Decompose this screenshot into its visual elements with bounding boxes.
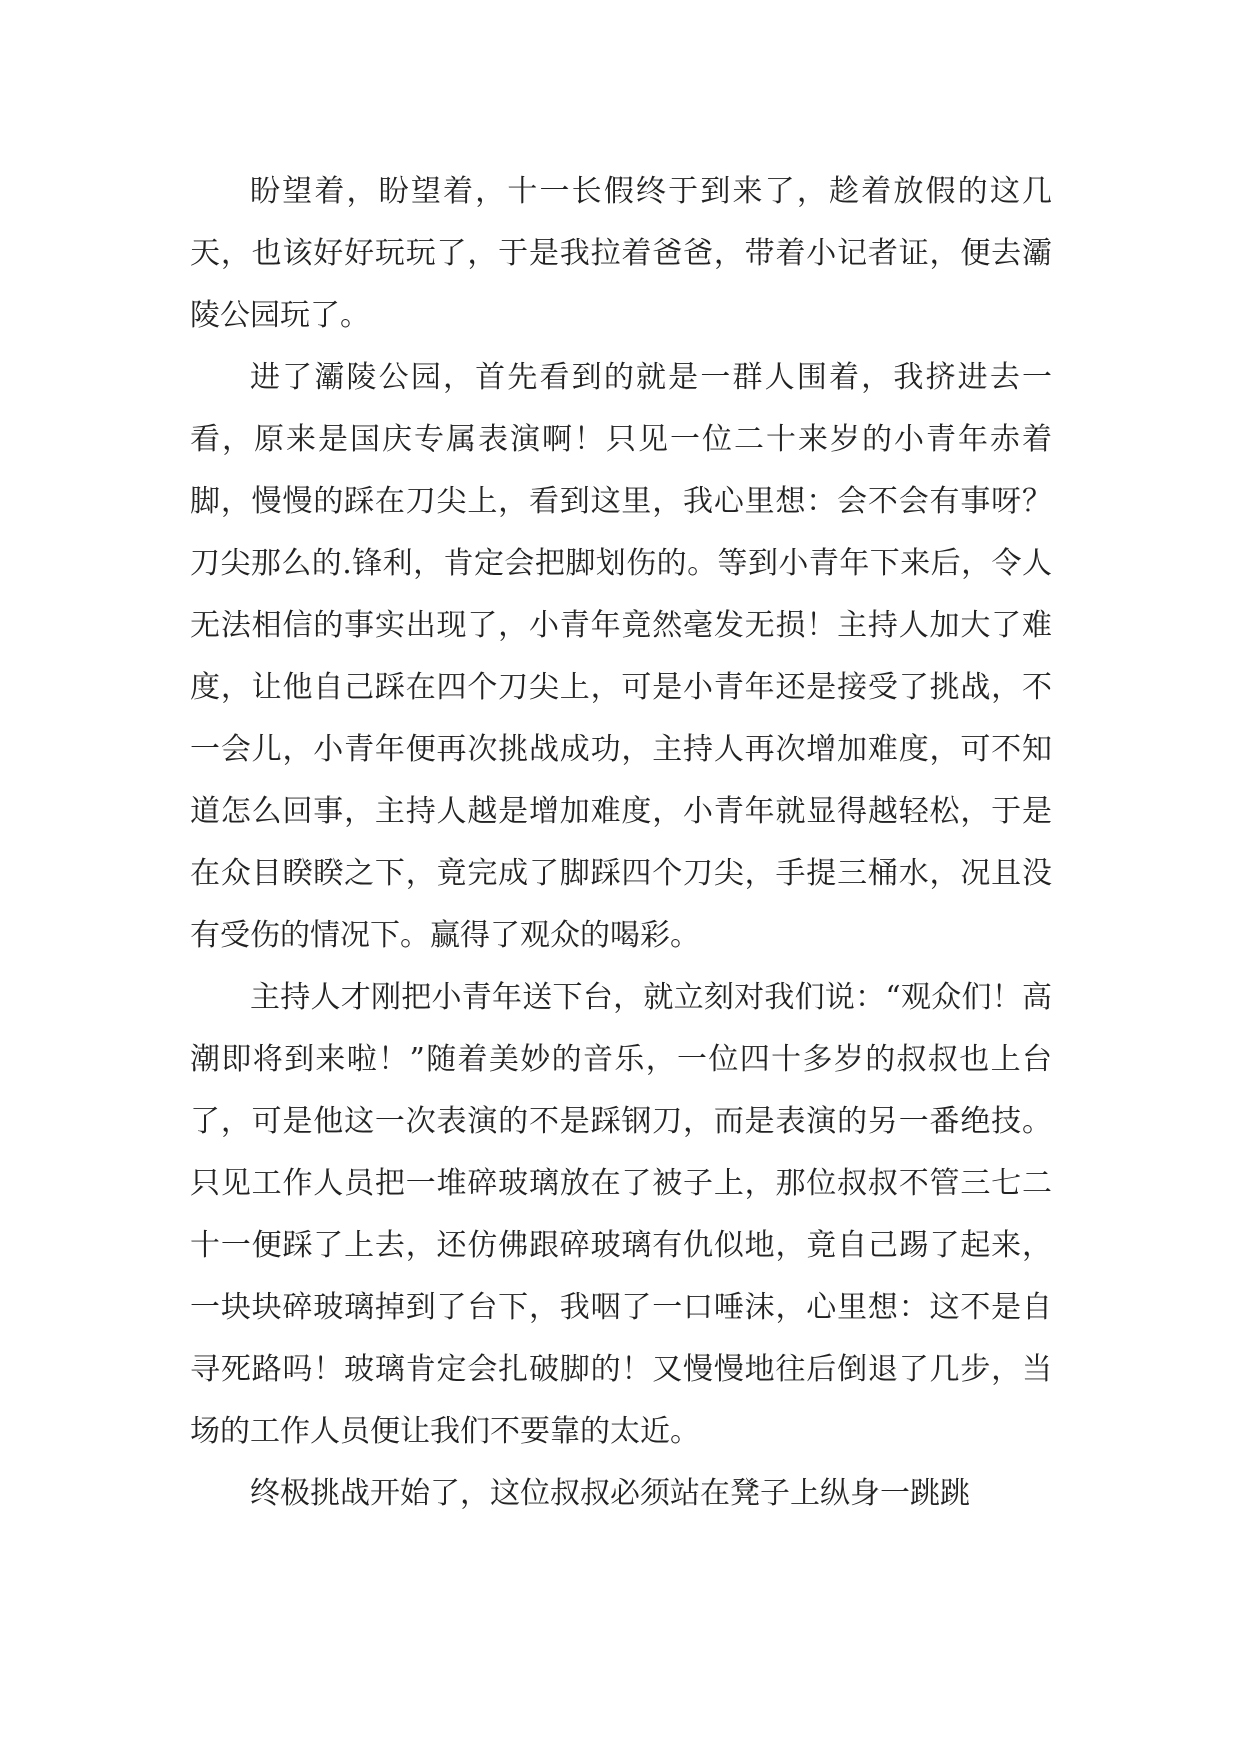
paragraph-2: 进了灞陵公园，首先看到的就是一群人围着，我挤进去一看，原来是国庆专属表演啊！只见一位二十来岁的小青年赤着脚，慢慢的踩在刀尖上，看到这里，我心里想：会不会有事呀？刀尖那么的.锋利，肯定会把脚划伤的。等到小青年下来后，令人无法相信的事实出现了，小青年竟然毫发无损！主持人加大了难度，让他自己踩在四个刀尖上，可是小青年还是接受了挑战，不一会儿，小青年便再次挑战成功，主持人再次增加难度，可不知道怎么回事，主持人越是增加难度，小青年就显得越轻松，于是在众目睽睽之下，竟完成了脚踩四个刀尖，手提三桶水，况且没有受伤的情况下。赢得了观众的喝彩。	[190, 360, 1052, 953]
paragraph-4: 终极挑战开始了，这位叔叔必须站在凳子上纵身一跳跳	[250, 1476, 970, 1511]
paragraph-3: 主持人才刚把小青年送下台，就立刻对我们说：“观众们！高潮即将到来啦！”随着美妙的音乐，一位四十多岁的叔叔也上台了，可是他这一次表演的不是踩钢刀，而是表演的另一番绝技。只见工作人员把一堆碎玻璃放在了被子上，那位叔叔不管三七二十一便踩了上去，还仿佛跟碎玻璃有仇似地，竟自己踢了起来，一块块碎玻璃掉到了台下，我咽了一口唾沫，心里想：这不是自寻死路吗！玻璃肯定会扎破脚的！又慢慢地往后倒退了几步，当场的工作人员便让我们不要靠的太近。	[190, 980, 1052, 1449]
paragraph-1: 盼望着，盼望着，十一长假终于到来了，趁着放假的这几天，也该好好玩玩了，于是我拉着爸爸，带着小记者证，便去灞陵公园玩了。	[190, 174, 1052, 333]
document-body	[190, 161, 1052, 1525]
